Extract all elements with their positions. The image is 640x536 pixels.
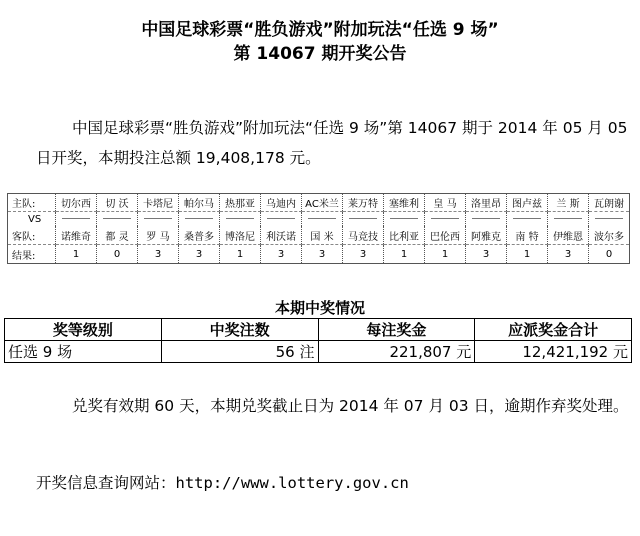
match-away-cell: 博洛尼 bbox=[220, 226, 261, 245]
match-result-cell: 3 bbox=[548, 245, 589, 264]
match-home-cell: 图卢兹 bbox=[507, 194, 548, 212]
match-result-cell: 3 bbox=[261, 245, 302, 264]
match-away-cell: 国 米 bbox=[302, 226, 343, 245]
match-result-cell: 0 bbox=[589, 245, 630, 264]
match-home-cell: 帕尔马 bbox=[179, 194, 220, 212]
query-label: 开奖信息查询网站： bbox=[36, 474, 176, 492]
home-row bbox=[8, 194, 630, 212]
match-away-cell: 诺维奇 bbox=[56, 226, 97, 245]
query-url-link[interactable]: http://www.lottery.gov.cn bbox=[175, 474, 409, 492]
match-away-cell: 马竞技 bbox=[343, 226, 384, 245]
match-away-cell: 桑普多 bbox=[179, 226, 220, 245]
match-result-cell: 1 bbox=[425, 245, 466, 264]
away-row bbox=[8, 226, 630, 245]
match-home-cell: 洛里昂 bbox=[466, 194, 507, 212]
match-table bbox=[7, 193, 630, 264]
match-away-cell: 都 灵 bbox=[97, 226, 138, 245]
validity-paragraph: 兑奖有效期 60 天，本期兑奖截止日为 2014 年 07 月 03 日，逾期作弃奖处理。 bbox=[72, 397, 629, 415]
header-total: 应派奖金合计 bbox=[475, 319, 632, 341]
query-line bbox=[36, 468, 636, 498]
match-home-cell: 切 沃 bbox=[97, 194, 138, 212]
match-vs-cell bbox=[343, 212, 384, 227]
match-away-cell: 伊维恩 bbox=[548, 226, 589, 245]
match-result-cell: 3 bbox=[302, 245, 343, 264]
match-home-cell: 莱万特 bbox=[343, 194, 384, 212]
match-result-cell: 0 bbox=[97, 245, 138, 264]
prize-row bbox=[5, 341, 632, 363]
prize-per: 221,807 元 bbox=[318, 341, 475, 363]
match-away-cell: 比利亚 bbox=[384, 226, 425, 245]
away-label: 客队: bbox=[8, 226, 56, 245]
match-vs-cell bbox=[138, 212, 179, 227]
match-vs-cell bbox=[220, 212, 261, 227]
match-vs-cell bbox=[425, 212, 466, 227]
result-row bbox=[8, 245, 630, 264]
match-home-cell: 瓦朗谢 bbox=[589, 194, 630, 212]
prize-header-row bbox=[5, 319, 632, 341]
match-home-cell: 热那亚 bbox=[220, 194, 261, 212]
match-result-cell: 3 bbox=[343, 245, 384, 264]
match-home-cell: 皇 马 bbox=[425, 194, 466, 212]
header-level: 奖等级别 bbox=[5, 319, 162, 341]
match-vs-cell bbox=[466, 212, 507, 227]
vs-label: VS bbox=[28, 213, 42, 225]
match-result-cell: 1 bbox=[56, 245, 97, 264]
match-away-cell: 利沃诺 bbox=[261, 226, 302, 245]
header-per: 每注奖金 bbox=[318, 319, 475, 341]
match-vs-cell bbox=[302, 212, 343, 227]
title-line-1: 中国足球彩票“胜负游戏”附加玩法“任选 9 场” bbox=[141, 20, 499, 40]
prize-total: 12,421,192 元 bbox=[475, 341, 632, 363]
match-away-cell: 巴伦西 bbox=[425, 226, 466, 245]
header-count: 中奖注数 bbox=[161, 319, 318, 341]
intro-paragraph: 中国足球彩票“胜负游戏”附加玩法“任选 9 场”第 14067 期于 2014 年 05 月 05 日开奖，本期投注总额 19,408,178 元。 bbox=[36, 119, 628, 167]
match-result-cell: 1 bbox=[507, 245, 548, 264]
match-home-cell: 卡塔尼 bbox=[138, 194, 179, 212]
vs-row bbox=[8, 212, 630, 227]
match-vs-cell bbox=[179, 212, 220, 227]
match-result-cell: 3 bbox=[138, 245, 179, 264]
prize-table bbox=[4, 318, 632, 363]
match-home-cell: AC米兰 bbox=[302, 194, 343, 212]
match-vs-cell bbox=[589, 212, 630, 227]
match-away-cell: 阿雅克 bbox=[466, 226, 507, 245]
match-away-cell: 南 特 bbox=[507, 226, 548, 245]
prize-count: 56 注 bbox=[161, 341, 318, 363]
match-vs-cell bbox=[548, 212, 589, 227]
title-line-2: 第 14067 期开奖公告 bbox=[233, 44, 407, 64]
prize-level: 任选 9 场 bbox=[5, 341, 162, 363]
match-vs-cell bbox=[384, 212, 425, 227]
match-away-cell: 罗 马 bbox=[138, 226, 179, 245]
match-vs-cell bbox=[97, 212, 138, 227]
match-result-cell: 3 bbox=[179, 245, 220, 264]
match-vs-cell bbox=[261, 212, 302, 227]
match-home-cell: 兰 斯 bbox=[548, 194, 589, 212]
prize-heading: 本期中奖情况 bbox=[274, 299, 365, 317]
match-result-cell: 3 bbox=[466, 245, 507, 264]
match-home-cell: 乌迪内 bbox=[261, 194, 302, 212]
match-away-cell: 波尔多 bbox=[589, 226, 630, 245]
home-label: 主队: bbox=[8, 194, 56, 212]
result-label: 结果: bbox=[12, 250, 36, 262]
match-vs-cell bbox=[507, 212, 548, 227]
match-home-cell: 切尔西 bbox=[56, 194, 97, 212]
match-home-cell: 塞维利 bbox=[384, 194, 425, 212]
match-vs-cell bbox=[56, 212, 97, 227]
match-result-cell: 1 bbox=[220, 245, 261, 264]
match-result-cell: 1 bbox=[384, 245, 425, 264]
